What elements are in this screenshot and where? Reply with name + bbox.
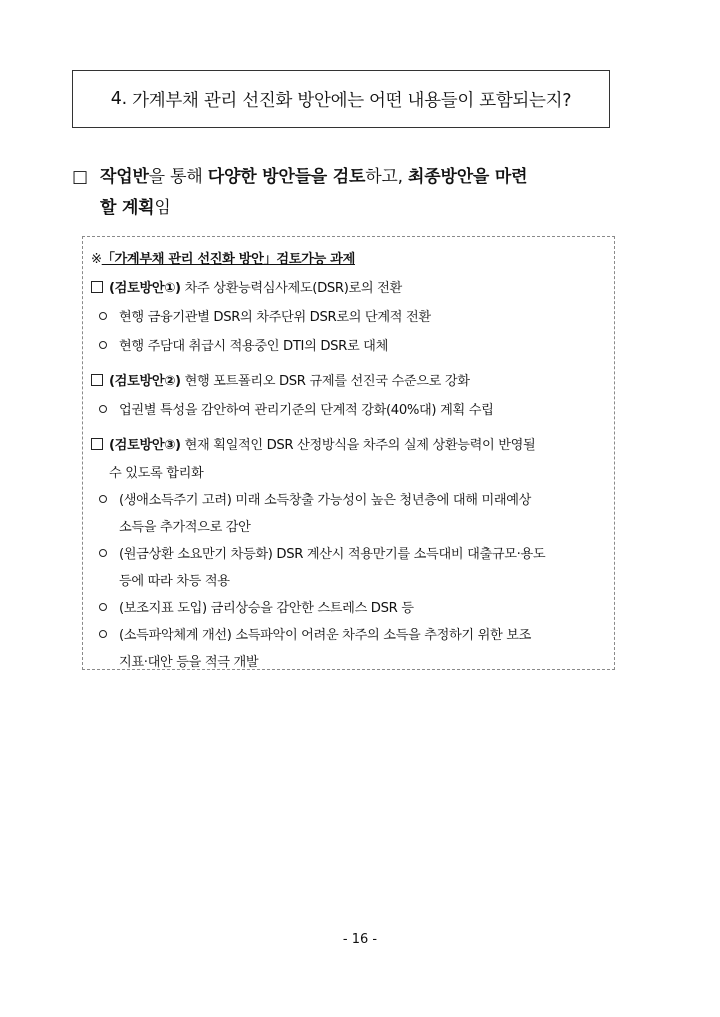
circle-bullet-icon xyxy=(99,405,107,413)
option-3-item xyxy=(91,622,606,649)
option-3-item xyxy=(91,487,606,514)
option-3-item-cont-text: 지표·대안 등을 적극 개발 xyxy=(119,655,259,670)
box-title xyxy=(91,245,606,274)
option-1-item xyxy=(91,303,606,332)
summary-line-1 xyxy=(72,162,620,193)
circle-bullet-icon xyxy=(99,495,107,503)
option-1-item-text: 현행 주담대 취급시 적용중인 DTI의 DSR로 대체 xyxy=(119,339,388,354)
question-text: 가계부채 관리 선진화 방안에는 어떤 내용들이 포함되는지? xyxy=(132,90,572,111)
option-3-item-text: (원금상환 소요만기 차등화) DSR 계산시 적용만기를 소득대비 대출규모·용도 xyxy=(119,547,546,562)
option-3-item-cont xyxy=(91,649,606,676)
summary-seg-4: 하고, xyxy=(365,167,409,187)
option-1-item-text: 현행 금융기관별 DSR의 차주단위 DSR로의 단계적 전환 xyxy=(119,310,431,325)
option-3-label: (검토방안③) xyxy=(109,438,181,453)
summary-seg-5: 최종방안을 마련 xyxy=(408,167,528,187)
option-3-cont xyxy=(91,460,606,487)
option-3-item-text: (생애소득주기 고려) 미래 소득창출 가능성이 높은 청년층에 대해 미래예상 xyxy=(119,493,531,508)
question-box xyxy=(72,70,610,128)
option-1 xyxy=(91,274,606,303)
summary-paragraph xyxy=(72,162,620,224)
circle-bullet-icon xyxy=(99,630,107,638)
option-1-item xyxy=(91,332,606,361)
option-2-item-text: 업권별 특성을 감안하여 관리기준의 단계적 강화(40%대) 계획 수립 xyxy=(119,403,494,418)
summary-cont-bold: 할 계획 xyxy=(100,198,155,218)
option-2-item xyxy=(91,396,606,425)
circle-bullet-icon xyxy=(99,341,107,349)
option-3 xyxy=(91,431,606,460)
option-1-label: (검토방안①) xyxy=(109,281,181,296)
checkbox-icon: □ xyxy=(72,167,88,187)
box-title-text: 「가계부채 관리 선진화 방안」검토가능 과제 xyxy=(101,252,355,267)
review-options-box xyxy=(82,236,615,670)
option-3-text: 현재 획일적인 DSR 산정방식을 차주의 실제 상환능력이 반영될 xyxy=(184,438,536,453)
square-bullet-icon xyxy=(91,374,103,386)
option-3-item-cont xyxy=(91,514,606,541)
question-number: 4. xyxy=(110,89,127,109)
summary-seg-3: 다양한 방안들을 검토 xyxy=(207,167,366,187)
option-2-label: (검토방안②) xyxy=(109,374,181,389)
summary-seg-2: 을 통해 xyxy=(148,167,208,187)
option-3-item-cont-text: 등에 따라 차등 적용 xyxy=(119,574,230,589)
reference-mark-icon: ※ xyxy=(91,252,102,267)
option-1-text: 차주 상환능력심사제도(DSR)로의 전환 xyxy=(184,281,402,296)
option-3-item-text: (소득파악체계 개선) 소득파악이 어려운 차주의 소득을 추정하기 위한 보조 xyxy=(119,628,531,643)
summary-seg-1: 작업반 xyxy=(100,167,149,187)
option-3-item xyxy=(91,595,606,622)
page-number: - 16 - xyxy=(342,932,378,947)
option-3-item-cont xyxy=(91,568,606,595)
circle-bullet-icon xyxy=(99,549,107,557)
option-3-cont-text: 수 있도록 합리화 xyxy=(109,466,204,481)
square-bullet-icon xyxy=(91,281,103,293)
option-2 xyxy=(91,367,606,396)
option-3-item xyxy=(91,541,606,568)
summary-cont-plain: 임 xyxy=(154,198,171,218)
square-bullet-icon xyxy=(91,438,103,450)
option-3-item-text: (보조지표 도입) 금리상승을 감안한 스트레스 DSR 등 xyxy=(119,601,414,616)
circle-bullet-icon xyxy=(99,603,107,611)
option-2-text: 현행 포트폴리오 DSR 규제를 선진국 수준으로 강화 xyxy=(184,374,470,389)
circle-bullet-icon xyxy=(99,312,107,320)
option-3-item-cont-text: 소득을 추가적으로 감안 xyxy=(119,520,251,535)
summary-line-2 xyxy=(72,193,620,224)
